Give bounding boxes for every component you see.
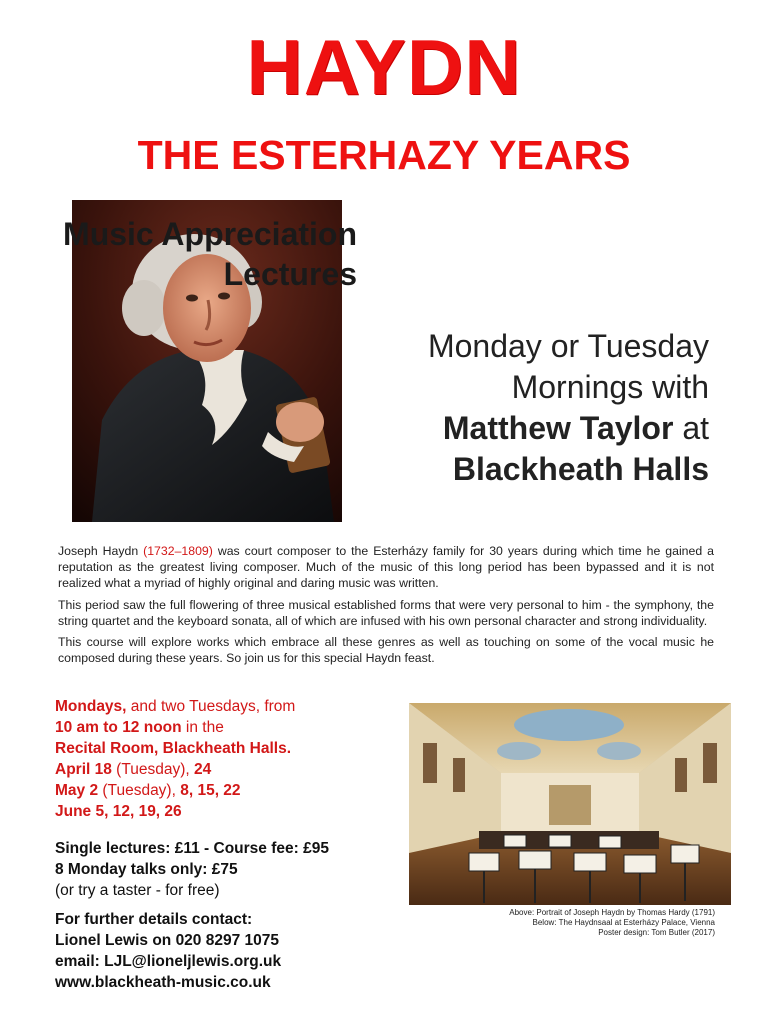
- at-word: at: [673, 410, 709, 446]
- venue-name: Blackheath Halls: [452, 451, 709, 487]
- description-paragraph-3: This course will explore works which embrace all these genres as well as touching on some of the vocal music he composed during these years. So join us for this special Haydn feast.: [58, 635, 714, 666]
- contact-details: [55, 909, 415, 993]
- course-description: [58, 543, 714, 671]
- schedule-venue: Recital Room, Blackheath Halls.: [55, 740, 292, 757]
- intro-line1: Monday or Tuesday: [427, 328, 709, 364]
- lecture-intro: [352, 326, 709, 490]
- prices: [55, 838, 395, 901]
- heading-line1: Music Appreciation: [63, 216, 357, 252]
- poster-title: HAYDN: [246, 23, 522, 111]
- monday-price: 8 Monday talks only: £75: [55, 861, 238, 878]
- intro-line2: Mornings with: [511, 369, 709, 405]
- heading-line2: Lectures: [223, 256, 357, 292]
- credit-hall: Below: The Haydnsaal at Esterházy Palace, Vienna: [532, 918, 715, 927]
- credit-design: Poster design: Tom Butler (2017): [598, 928, 715, 937]
- contact-heading: For further details contact:: [55, 911, 253, 928]
- haydnsaal-photo: [409, 703, 731, 905]
- description-paragraph-2: This period saw the full flowering of three musical established forms that were very personal to him - the symphony, the string quartet and the keyboard sonata, all of which are infused with his own personal character and strong individuality.: [58, 597, 714, 628]
- lecturer-name: Matthew Taylor: [442, 410, 674, 446]
- description-paragraph-1: Joseph Haydn (1732–1809) was court composer to the Esterházy family for 30 years during which time he gained a reputation as the greatest living composer. Much of the music of this long period has been bypassed and it is not realized what a myriad of highly original and daring music was written.: [58, 544, 714, 591]
- haydn-dates: (1732–1809): [143, 544, 213, 558]
- poster-subtitle: THE ESTERHAZY YEARS: [137, 132, 631, 178]
- contact-website[interactable]: www.blackheath-music.co.uk: [55, 974, 271, 991]
- contact-email[interactable]: email: LJL@lioneljlewis.org.uk: [55, 953, 282, 970]
- contact-phone[interactable]: Lionel Lewis on 020 8297 1075: [55, 932, 280, 949]
- image-credits: [400, 908, 715, 938]
- taster-note: (or try a taster - for free): [55, 882, 220, 899]
- credit-portrait: Above: Portrait of Joseph Haydn by Thomas Hardy (1791): [509, 908, 715, 917]
- single-price: Single lectures: £11 - Course fee: £95: [55, 840, 329, 857]
- schedule: Mondays, and two Tuesdays, from 10 am to 12 noon in the Recital Room, Blackheath Halls. April 18 (Tuesday), 24 May 2 (Tuesday), 8, 15, 22 June 5, 12, 19, 26: [55, 698, 296, 820]
